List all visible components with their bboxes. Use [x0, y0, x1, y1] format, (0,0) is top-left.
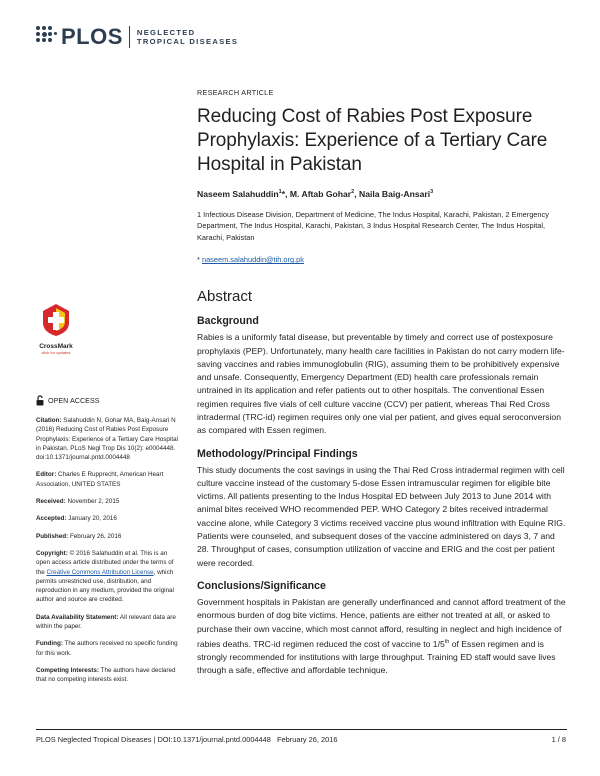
citation [36, 416, 181, 462]
copyright [36, 549, 181, 605]
section-text-conclusions [197, 596, 567, 678]
copyright-label: Copyright: [36, 549, 68, 557]
copyright-text-part1: © 2016 Salahuddin et al. This is an open access article distributed under the terms of the [36, 549, 174, 576]
published-label: Published: [36, 532, 69, 540]
data-availability-label: Data Availability Statement: [36, 613, 119, 621]
author-name[interactable]: Naila Baig-Ansari [359, 189, 431, 199]
abstract-heading: Abstract [197, 288, 253, 306]
editor-text: Charles E Rupprecht, American Heart Association, UNITED STATES [36, 471, 164, 488]
logo-subtitle [137, 28, 238, 46]
corresponding-author [197, 255, 567, 264]
plos-dots-icon [36, 26, 58, 48]
open-access-badge [36, 395, 181, 406]
journal-logo[interactable] [36, 24, 238, 50]
conclusions-sup: th [444, 638, 450, 645]
published-date [36, 532, 181, 541]
sidebar [36, 395, 181, 693]
competing-interests [36, 666, 181, 685]
author-affil-sup: 3 [430, 189, 434, 196]
author-mark: * [281, 189, 286, 199]
accepted-label: Accepted: [36, 515, 67, 523]
competing-interests-text: The authors have declared that no competing interests exist. [36, 666, 176, 684]
received-label: Received: [36, 498, 66, 506]
funding-label: Funding: [36, 640, 63, 648]
author-affil-sup: 1 [278, 189, 282, 196]
received-date [36, 497, 181, 506]
corresponding-mark: * [197, 255, 200, 265]
author-name[interactable]: Naseem Salahuddin [197, 189, 279, 199]
data-availability-text: All relevant data are within the paper. [36, 613, 176, 631]
conclusions-text-part1: Government hospitals in Pakistan are generally underfinanced and cannot afford treatment of the enormous burden of dog bite victims. Hence, patients are either not treated at all, or asked to purchase their own vaccine, which most cannot afford, resulting in neglect and high incidence of rabies deaths. TRC-id regimen reduced the cost of vaccine to 1/5 [197, 596, 566, 649]
competing-interests-label: Competing Interests: [36, 666, 99, 674]
accepted-date [36, 514, 181, 523]
logo-wordmark: PLOS [61, 24, 123, 49]
article-type: RESEARCH ARTICLE [197, 88, 274, 97]
editor-label: Editor: [36, 471, 57, 479]
section-text-methodology: This study documents the cost savings in using the Thai Red Cross intradermal regimen with cell culture vaccine instead of the customary 5-dose Essen intramuscular regimen for eligible bite victims. All patients presenting to the Indus Hospital ED between July 2013 to June 2014 with animal bites received WHO recommended PEP. WHO Category 2 bites received intradermal vaccine alone, while Category 3 victims received vaccine plus wound infiltration with Equine RIG. Patients were counseled, and subsequent doses of the vaccine administered on days 3, 7 and 28. Throughput of cases, consumption utilization of vaccine and ERIG and the cost per patient were recorded. [197, 464, 566, 568]
section-text-background: Rabies is a uniformly fatal disease, but preventable by timely and correct use of postexposure prophylaxis (PEP). Unfortunately, many health care facilities in Pakistan do not carry modern life-saving vaccines and rabies immunoglobulin (RIG), assuming them to be prohibitively expensive and unsafe. Consequently, Emergency Department (ED) health care professionals remain untrained in its application and refer patients out to other hospitals. The conventional Essen regimen requires five vials of cell culture vaccine (CCV) per patient, whereas Thai Red Cross intradermal (TRC-id) regimen requires only one vial per patient, and gives equal seroconversion as compared with Essen regimen. [197, 332, 565, 436]
data-availability [36, 613, 181, 632]
citation-label: Citation: [36, 417, 62, 424]
author-affil-sup: 2 [351, 189, 355, 196]
article-title: Reducing Cost of Rabies Post Exposure Prophylaxis: Experience of a Tertiary Care Hospital in Pakistan [197, 106, 548, 175]
accepted-text: January 20, 2016 [68, 515, 117, 523]
logo-sub-line2: TROPICAL DISEASES [136, 37, 239, 46]
funding [36, 639, 181, 658]
crossmark-badge[interactable] [36, 303, 76, 355]
footer-rule [36, 729, 567, 730]
section-heading-conclusions: Conclusions/Significance [197, 579, 326, 592]
author-list: Naseem Salahuddin$^1$*, M. Aftab Gohar$^2$, Naila Baig-Ansari$^3$ [197, 189, 434, 199]
article-main [197, 88, 567, 678]
corresponding-email-link[interactable]: naseem.salahuddin@tih.org.pk [201, 255, 304, 265]
conclusions-text-part2: of Essen regimen and is strongly recommended for institutions with large throughput. Training ED staff would save lives through a safe, effective and affordable technique. [197, 638, 556, 676]
page-number: 1 / 8 [551, 735, 566, 744]
crossmark-label: CrossMark [39, 343, 73, 350]
open-access-label: OPEN ACCESS [48, 396, 100, 405]
open-lock-icon [36, 395, 44, 406]
crossmark-sub: click for updates [41, 350, 71, 355]
author-name[interactable]: M. Aftab Gohar [289, 189, 352, 199]
section-heading-background: Background [197, 315, 259, 328]
section-heading-methodology: Methodology/Principal Findings [197, 447, 358, 460]
logo-sub-line1: NEGLECTED [136, 28, 196, 37]
copyright-text-part2: , which permits unrestricted use, distribution, and reproduction in any medium, provided the original author and source are credited. [36, 568, 174, 604]
received-text: November 2, 2015 [67, 498, 120, 506]
funding-text: The authors received no specific funding for this work. [36, 640, 178, 657]
published-text: February 26, 2016 [69, 532, 122, 540]
citation-text: Salahuddin N, Gohar MA, Baig-Ansari N (2016) Reducing Cost of Rabies Post Exposure Prophylaxis: Experience of a Tertiary Care Hospital in Pakistan. PLoS Negl Trop Dis 10(2): e0004448. doi:10.1371/journal.pntd.0004448 [36, 417, 178, 462]
footer-citation: PLOS Neglected Tropical Diseases | DOI:10.1371/journal.pntd.0004448 February 26, 2016 [36, 735, 338, 744]
logo-divider [129, 26, 130, 48]
license-link[interactable]: Creative Commons Attribution License [46, 568, 154, 576]
editor [36, 470, 181, 489]
affiliations: 1 Infectious Disease Division, Department of Medicine, The Indus Hospital, Karachi, Pakistan, 2 Emergency Department, The Indus Hospital, Karachi, Pakistan, 3 Indus Hospital Research Center, The Indus Hospital, Karachi, Pakistan [197, 210, 549, 242]
crossmark-icon [41, 303, 71, 337]
